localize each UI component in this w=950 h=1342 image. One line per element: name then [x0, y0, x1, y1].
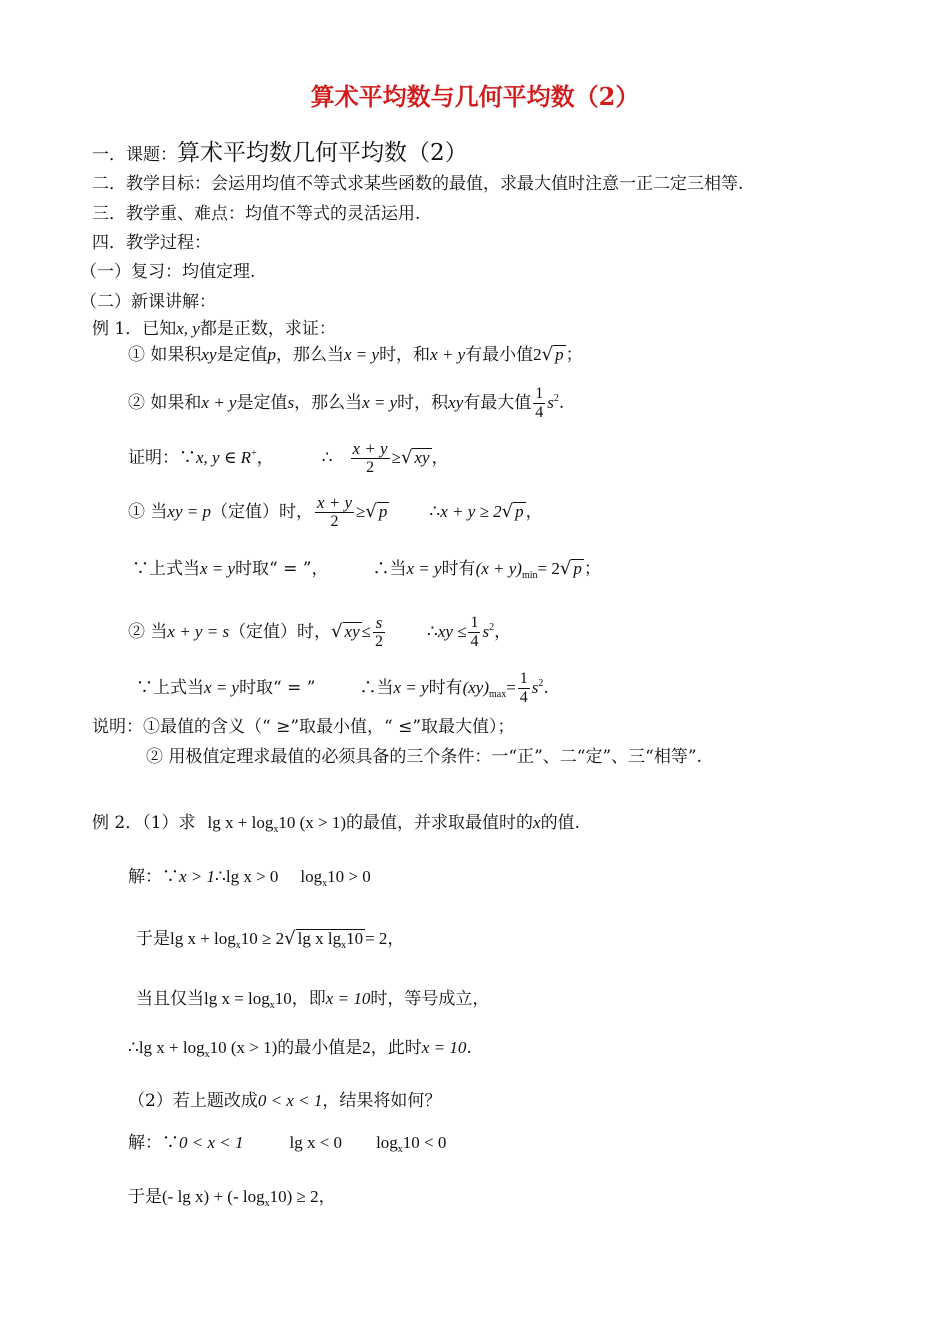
math-fragment: ，即 — [291, 989, 326, 1009]
math-fragment: x — [235, 940, 241, 951]
example1-statement — [92, 318, 336, 340]
math-fragment: 解：∵ — [128, 867, 179, 887]
proof-case1 — [128, 490, 543, 534]
sqrt-icon: √ — [400, 447, 413, 468]
math-fragment: x + y ≥ 2 — [440, 502, 502, 521]
math-fragment: 2 — [362, 1038, 371, 1057]
math-fragment: ， — [431, 448, 449, 468]
math-fragment: lg x + log — [170, 929, 236, 948]
fraction — [373, 614, 385, 651]
math-fragment: log — [376, 1133, 398, 1152]
math-fragment: 10 (x > 1) — [278, 813, 347, 832]
math-fragment: （定值）时， — [210, 502, 313, 522]
math-fragment: ≥ — [356, 502, 366, 521]
math-fragment: x — [264, 1198, 270, 1209]
math-fragment: ② 如果和 — [128, 393, 202, 413]
section-goals: 二．教学目标：会运用均值不等式求某些函数的最值，求最大值时注意一正二定三相等. — [92, 174, 744, 194]
proof-premise — [128, 432, 449, 476]
math-fragment: xy — [201, 345, 217, 364]
math-fragment: ， — [494, 622, 512, 642]
math-fragment: = 2 — [365, 929, 388, 948]
sqrt-icon: √ — [541, 344, 554, 365]
math-fragment: 都是正数，求证： — [199, 319, 336, 339]
math-fragment: 的最小值是 — [277, 1038, 363, 1058]
math-fragment: 10 — [346, 929, 364, 948]
math-fragment: x, y ∈ R — [196, 448, 252, 467]
math-fragment: = 2 — [537, 559, 560, 578]
math-fragment: ∵上式当 — [136, 678, 204, 698]
math-fragment: 例 2．（1）求 — [92, 813, 196, 833]
math-fragment: 10 < 0 — [402, 1133, 447, 1152]
math-fragment: (- lg x) + (- log — [162, 1187, 265, 1206]
math-fragment: x > 1 — [179, 867, 216, 886]
math-fragment: 有最大值 — [463, 393, 532, 413]
math-fragment: 是定值 — [216, 345, 268, 365]
math-fragment: lg x > 0 — [225, 867, 279, 886]
example2-part2 — [128, 1090, 441, 1112]
fraction — [315, 494, 354, 531]
math-fragment: 2 — [533, 345, 542, 364]
part-new-lesson: （二）新课讲解： — [80, 292, 216, 312]
math-fragment: . — [558, 393, 565, 413]
math-fragment: 10 — [274, 989, 292, 1008]
math-fragment: 1 — [470, 614, 479, 631]
math-fragment: + — [251, 448, 257, 459]
fraction — [533, 385, 545, 422]
math-fragment: lg x < 0 — [289, 1133, 343, 1152]
section-topic — [92, 142, 468, 166]
math-fragment: xy — [414, 448, 430, 467]
math-fragment: log — [300, 867, 323, 886]
math-fragment: 4 — [470, 633, 479, 650]
math-fragment: 当且仅当 — [136, 989, 204, 1009]
math-fragment: . — [543, 678, 549, 698]
math-fragment: xy — [344, 622, 360, 641]
math-fragment: 解：∵ — [128, 1133, 179, 1153]
sqrt-icon: √ — [501, 501, 514, 522]
math-fragment: x — [273, 824, 279, 835]
math-fragment: ∴ — [426, 622, 438, 642]
example2-solution-conditions — [128, 862, 371, 892]
math-fragment: p — [267, 345, 276, 364]
math-fragment: ∴ — [215, 867, 226, 887]
math-fragment: lg x + log — [207, 813, 274, 832]
math-fragment: s — [373, 614, 385, 633]
math-fragment: 0 < x < 1 — [257, 1091, 323, 1110]
math-fragment: 时，积 — [397, 393, 449, 413]
math-fragment: ② 当 — [128, 622, 168, 642]
math-fragment: x, y — [176, 319, 200, 338]
math-fragment: 2 — [489, 622, 495, 633]
math-fragment: 2 — [553, 393, 559, 404]
math-fragment: 时有 — [441, 559, 476, 579]
math-fragment: ① 当 — [128, 502, 168, 522]
math-fragment: 2 — [538, 678, 544, 689]
math-fragment: ∴当 — [372, 559, 407, 579]
math-fragment: 时，等号成立， — [370, 989, 490, 1009]
math-fragment: lg x lg — [297, 929, 342, 948]
math-fragment: x — [204, 1049, 210, 1060]
math-fragment: ，那么当 — [294, 393, 363, 413]
math-fragment: 一．课题： — [92, 145, 177, 165]
example2-statement — [92, 808, 580, 838]
math-fragment: ∴ — [429, 502, 441, 522]
math-fragment: 时取“ = ”， — [235, 559, 329, 579]
math-fragment: s — [547, 393, 554, 412]
example1-claim1 — [128, 344, 583, 366]
math-fragment: x = y — [204, 678, 240, 697]
math-fragment: x = y — [393, 678, 429, 697]
math-fragment: 时，和 — [379, 345, 431, 365]
example1-claim2 — [128, 377, 564, 421]
math-fragment: xy ≤ — [437, 622, 467, 641]
math-fragment: min — [521, 570, 538, 581]
example2-part2-inequality — [128, 1180, 336, 1214]
math-fragment: 是定值 — [236, 393, 288, 413]
math-fragment: 的最值，并求取最值时的 — [346, 813, 534, 833]
math-fragment: ≥ — [391, 448, 401, 467]
math-fragment: ∴当 — [359, 678, 394, 698]
math-fragment: x — [322, 878, 328, 889]
math-fragment: max — [488, 689, 507, 700]
math-fragment: x + y = s — [167, 622, 230, 641]
math-fragment: x = 10 — [421, 1038, 467, 1057]
proof-case2-equality — [136, 662, 549, 706]
math-fragment: ， — [256, 448, 274, 468]
math-fragment: p — [378, 502, 388, 521]
math-fragment: (xy) — [462, 678, 489, 697]
math-fragment: x = y — [344, 345, 380, 364]
sqrt-icon: √ — [284, 928, 296, 949]
math-fragment: ； — [583, 559, 601, 579]
math-fragment: xy = p — [167, 502, 211, 521]
math-fragment: s — [287, 393, 295, 412]
math-fragment: x — [533, 813, 541, 832]
proof-case1-equality — [132, 552, 601, 586]
section-keypoints: 三．教学重、难点：均值不等式的灵活运用. — [92, 204, 421, 224]
math-fragment: . — [466, 1038, 472, 1058]
math-fragment: 时有 — [428, 678, 463, 698]
example2-inequality — [136, 922, 404, 956]
math-fragment: 10 > 0 — [327, 867, 371, 886]
math-fragment: 有最小值 — [465, 345, 534, 365]
math-fragment: ∴ — [128, 1038, 139, 1058]
math-fragment: 0 < x < 1 — [179, 1133, 244, 1152]
math-fragment: ≤ — [361, 622, 371, 641]
math-fragment: ， — [387, 929, 405, 949]
math-fragment: 1 — [535, 385, 544, 402]
math-fragment: 时取“ = ” — [239, 678, 316, 698]
math-fragment: x + y — [430, 345, 466, 364]
math-fragment: 10) ≥ 2 — [269, 1187, 319, 1206]
math-fragment: lg x + log — [138, 1038, 205, 1057]
math-fragment: s — [531, 678, 539, 697]
math-fragment: 4 — [519, 689, 528, 706]
proof-case2 — [128, 606, 511, 650]
math-fragment: ，此时 — [370, 1038, 422, 1058]
math-fragment: 1 — [519, 670, 528, 687]
sqrt-icon: √ — [559, 558, 572, 579]
page-title: 算术平均数与几何平均数（2） — [310, 82, 640, 111]
math-fragment: ① 如果积 — [128, 345, 202, 365]
example2-equality-condition — [136, 984, 489, 1014]
math-fragment: x + y — [316, 493, 353, 512]
example2-part2-conditions — [128, 1126, 446, 1160]
math-fragment: 于是 — [136, 929, 170, 949]
math-fragment: ，那么当 — [276, 345, 344, 365]
topic-text: 算术平均数几何平均数（2） — [177, 140, 468, 166]
math-fragment: ； — [565, 345, 583, 365]
math-fragment: ，结果将如何？ — [322, 1091, 442, 1111]
part-review: （一）复习：均值定理. — [80, 262, 256, 282]
math-fragment — [296, 929, 365, 955]
math-fragment: x — [397, 1144, 403, 1155]
example2-result — [128, 1034, 472, 1062]
math-fragment: 4 — [535, 404, 544, 421]
math-fragment: p — [515, 502, 524, 521]
fraction — [351, 440, 390, 477]
note-meaning: 说明：①最值的含义（“ ≥”取最小值，“ ≤”取最大值）； — [92, 717, 515, 737]
math-fragment: x = 10 — [325, 989, 371, 1008]
math-fragment: （2）若上题改成 — [128, 1091, 258, 1111]
math-fragment: x = y — [362, 393, 398, 412]
math-fragment: 10 (x > 1) — [209, 1038, 278, 1057]
math-fragment: (x + y) — [475, 559, 522, 578]
fraction — [468, 614, 480, 651]
math-fragment: ， — [318, 1187, 336, 1207]
math-fragment: 2 — [330, 513, 339, 530]
math-fragment: x + y — [201, 393, 237, 412]
math-fragment: 2 — [374, 633, 383, 650]
math-fragment: x = y — [406, 559, 442, 578]
math-fragment: ∵上式当 — [132, 559, 200, 579]
math-fragment: （定值）时， — [229, 622, 332, 642]
section-process: 四．教学过程： — [92, 233, 211, 253]
math-fragment: x = y — [200, 559, 236, 578]
math-fragment: 2 — [366, 459, 375, 476]
math-fragment: = — [506, 678, 516, 697]
math-fragment: p — [573, 559, 582, 578]
math-fragment: 于是 — [128, 1187, 162, 1207]
math-fragment: 10 ≥ 2 — [240, 929, 285, 948]
math-fragment: 例 1．已知 — [92, 319, 177, 339]
math-fragment: p — [555, 345, 564, 364]
math-fragment: ， — [525, 502, 543, 522]
math-fragment: ∴ — [321, 448, 333, 468]
sqrt-icon: √ — [331, 621, 343, 642]
math-fragment: 证明：∵ — [128, 448, 196, 468]
math-fragment: x + y — [352, 439, 388, 458]
math-fragment: x — [341, 940, 347, 951]
math-fragment: s — [482, 622, 490, 641]
sqrt-icon: √ — [365, 501, 377, 522]
fraction — [518, 670, 530, 707]
math-fragment: 的值. — [540, 813, 580, 833]
note-conditions: ② 用极值定理求最值的必须具备的三个条件：一“正”、二“定”、三“相等”. — [146, 747, 702, 767]
math-fragment: x — [269, 1000, 275, 1011]
math-fragment: xy — [448, 393, 464, 412]
math-fragment: lg x = log — [204, 989, 270, 1008]
